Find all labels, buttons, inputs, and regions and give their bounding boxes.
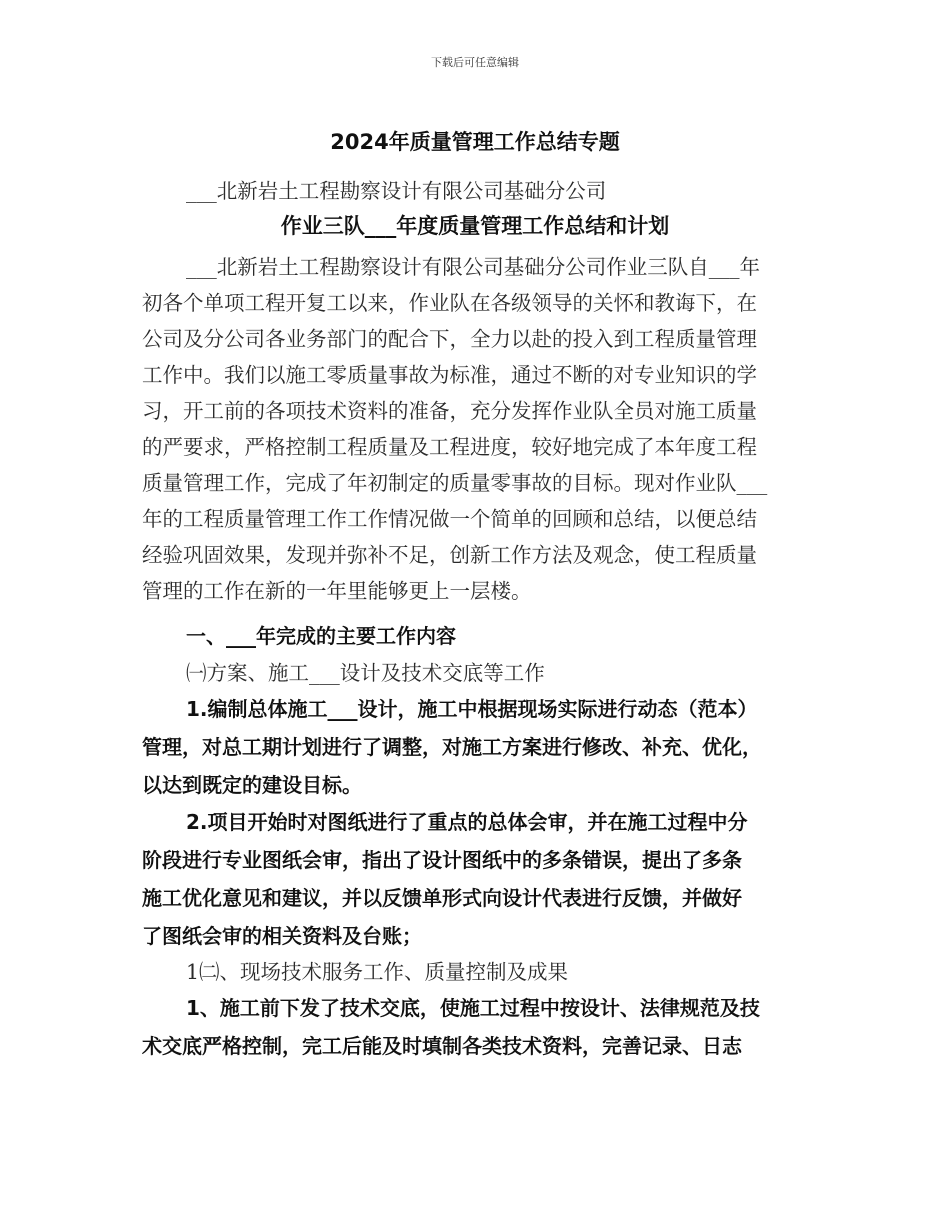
item-line: 阶段进行专业图纸会审，指出了设计图纸中的多条错误，提出了多条 <box>142 848 742 872</box>
intro-line: 年的工程质量管理工作工作情况做一个简单的回顾和总结，以便总结 <box>142 507 757 531</box>
intro-line: 工作中。我们以施工零质量事故为标准，通过不断的对专业知识的学 <box>142 363 757 387</box>
item-line: 2.项目开始时对图纸进行了重点的总体会审，并在施工过程中分 <box>186 810 748 834</box>
item-line: 以达到既定的建设目标。 <box>142 773 362 797</box>
item-line: 1、施工前下发了技术交底，使施工过程中按设计、法律规范及技 <box>186 996 760 1020</box>
intro-line: 经验巩固效果，发现并弥补不足，创新工作方法及观念，使工程质量 <box>142 543 757 567</box>
item-line: 术交底严格控制，完工后能及时填制各类技术资料，完善记录、日志 <box>142 1034 742 1058</box>
item-line: 了图纸会审的相关资料及台账； <box>142 924 422 948</box>
item-line: 施工优化意见和建议，并以反馈单形式向设计代表进行反馈，并做好 <box>142 886 742 910</box>
item-line: 管理，对总工期计划进行了调整，对施工方案进行修改、补充、优化， <box>142 735 762 759</box>
intro-line: 公司及分公司各业务部门的配合下，全力以赴的投入到工程质量管理 <box>142 327 757 351</box>
section-heading: 一、___年完成的主要工作内容 <box>186 624 456 648</box>
subsection-heading: 1㈡、现场技术服务工作、质量控制及成果 <box>186 960 569 984</box>
subsection-heading: ㈠方案、施工___设计及技术交底等工作 <box>186 661 545 685</box>
document-subtitle: 作业三队___年度质量管理工作总结和计划 <box>280 214 670 238</box>
page-header: 下载后可任意编辑 <box>431 56 519 69</box>
intro-line: ___北新岩土工程勘察设计有限公司基础分公司作业三队自___年 <box>186 255 760 279</box>
intro-line: 习，开工前的各项技术资料的准备，充分发挥作业队全员对施工质量 <box>142 399 757 423</box>
company-line: ___北新岩土工程勘察设计有限公司基础分公司 <box>186 179 607 203</box>
item-line: 1.编制总体施工___设计，施工中根据现场实际进行动态（范本） <box>186 697 758 721</box>
document-title: 2024年质量管理工作总结专题 <box>330 130 620 154</box>
intro-line: 质量管理工作，完成了年初制定的质量零事故的目标。现对作业队___ <box>142 471 768 495</box>
intro-line: 的严要求，严格控制工程质量及工程进度，较好地完成了本年度工程 <box>142 435 757 459</box>
intro-line: 管理的工作在新的一年里能够更上一层楼。 <box>142 579 532 603</box>
intro-line: 初各个单项工程开复工以来，作业队在各级领导的关怀和教诲下，在 <box>142 291 757 315</box>
